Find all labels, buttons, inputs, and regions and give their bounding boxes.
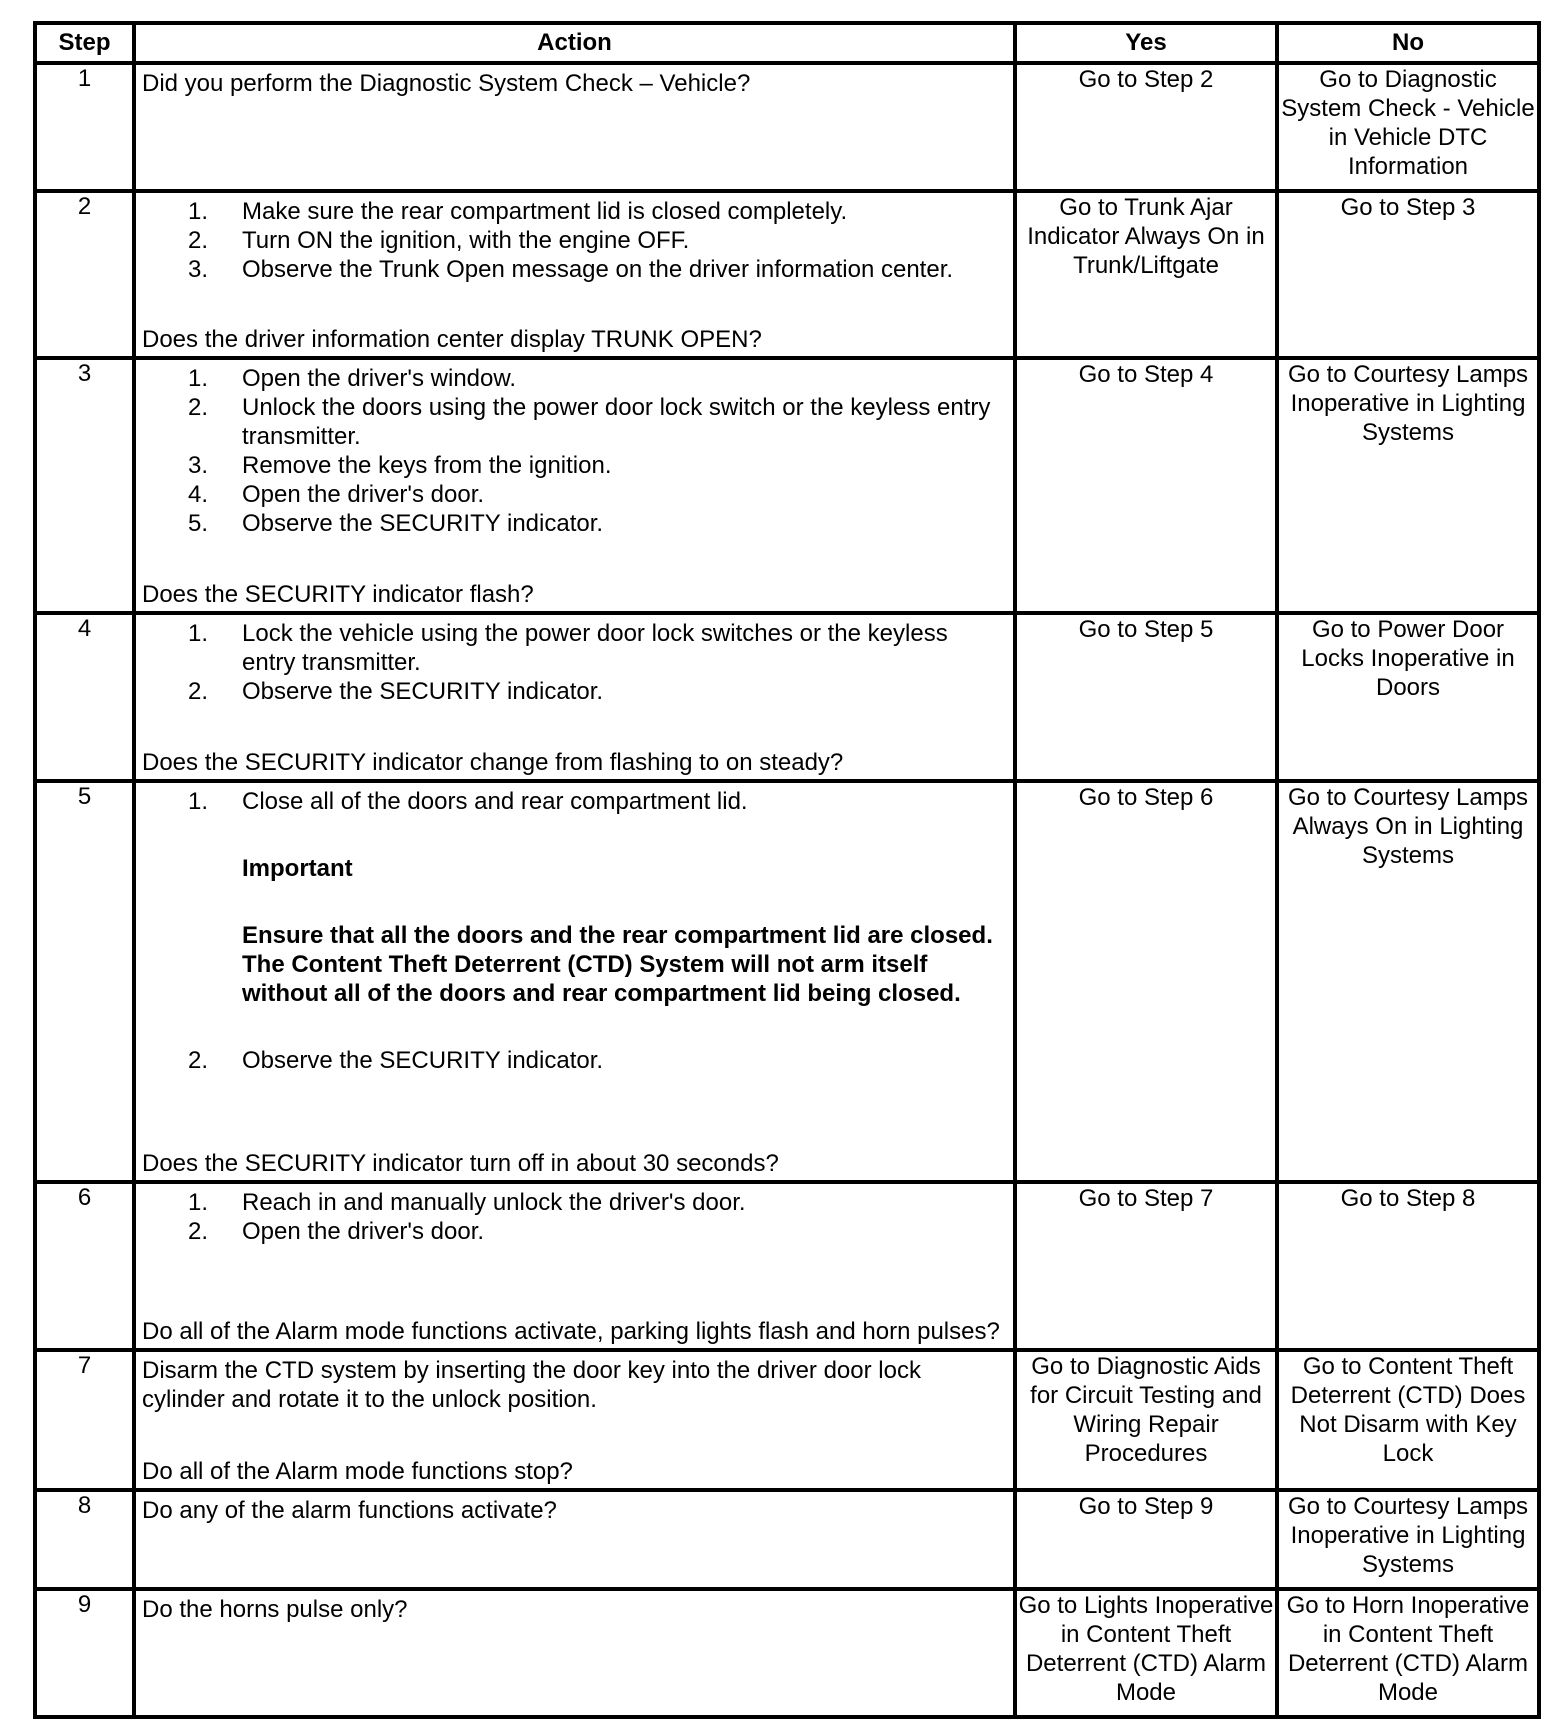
important-note: Ensure that all the doors and the rear compartment lid are closed. The Content Theft Deterrent (CTD) System will not arm itself without all of the doors and rear compartment lid being closed. (242, 922, 993, 1007)
header-step: Step (35, 23, 134, 63)
yes-cell: Go to Lights Inoperative in Content Theft Deterrent (CTD) Alarm Mode (1015, 1589, 1277, 1717)
yes-cell: Go to Step 4 (1015, 358, 1277, 613)
action-cell (134, 1182, 1015, 1350)
step-number: 3 (35, 358, 134, 613)
step-number: 9 (35, 1589, 134, 1717)
step-list (142, 364, 1005, 538)
table-row (35, 191, 1539, 358)
table-row (35, 1490, 1539, 1589)
table-row (35, 1182, 1539, 1350)
no-cell: Go to Courtesy Lamps Inoperative in Lighting Systems (1277, 1490, 1539, 1589)
question-text: Do all of the Alarm mode functions activate, parking lights flash and horn pulses? (142, 1318, 1000, 1345)
important-heading: Important (242, 855, 353, 882)
list-item: 5. Observe the SECURITY indicator. (187, 510, 604, 537)
header-no: No (1277, 23, 1539, 63)
action-text: Did you perform the Diagnostic System Check – Vehicle? (142, 70, 751, 97)
question-text: Do all of the Alarm mode functions stop? (142, 1458, 573, 1485)
table-row (35, 63, 1539, 191)
list-item: 1. Make sure the rear compartment lid is closed completely. (187, 198, 848, 225)
step-list (142, 787, 1005, 816)
list-item: 2. Turn ON the ignition, with the engine OFF. (187, 227, 690, 254)
step-number: 2 (35, 191, 134, 358)
table-row (35, 358, 1539, 613)
action-text: Do the horns pulse only? (142, 1596, 408, 1623)
yes-cell: Go to Trunk Ajar Indicator Always On in Trunk/Liftgate (1015, 191, 1277, 358)
step-list (142, 197, 1005, 284)
no-cell: Go to Content Theft Deterrent (CTD) Does Not Disarm with Key Lock (1277, 1350, 1539, 1490)
header-yes: Yes (1015, 23, 1277, 63)
action-text: Do any of the alarm functions activate? (142, 1497, 557, 1524)
table-row (35, 1350, 1539, 1490)
yes-cell: Go to Diagnostic Aids for Circuit Testing and Wiring Repair Procedures (1015, 1350, 1277, 1490)
list-item: 2. Observe the SECURITY indicator. (187, 678, 604, 705)
step-number: 5 (35, 781, 134, 1182)
list-item: 3. Observe the Trunk Open message on the driver information center. (187, 256, 954, 283)
step-number: 4 (35, 613, 134, 781)
list-item: 3. Remove the keys from the ignition. (187, 452, 612, 479)
action-text: Disarm the CTD system by inserting the door key into the driver door lock cylinder and rotate it to the unlock position. (142, 1357, 921, 1413)
step-list (142, 1046, 1005, 1075)
list-item: 1. Close all of the doors and rear compartment lid. (187, 788, 748, 815)
no-cell: Go to Diagnostic System Check - Vehicle in Vehicle DTC Information (1277, 63, 1539, 191)
question-text: Does the driver information center display TRUNK OPEN? (142, 326, 762, 353)
no-cell: Go to Power Door Locks Inoperative in Doors (1277, 613, 1539, 781)
question-text: Does the SECURITY indicator flash? (142, 581, 534, 608)
header-action: Action (134, 23, 1015, 63)
list-item: 1. Lock the vehicle using the power door lock switches or the keyless entry transmitter. (187, 620, 948, 676)
yes-cell: Go to Step 7 (1015, 1182, 1277, 1350)
no-cell: Go to Step 8 (1277, 1182, 1539, 1350)
action-cell (134, 1589, 1015, 1717)
action-cell (134, 781, 1015, 1182)
step-list (142, 1188, 1005, 1246)
no-cell: Go to Step 3 (1277, 191, 1539, 358)
table-row (35, 613, 1539, 781)
table-row (35, 1589, 1539, 1717)
step-number: 8 (35, 1490, 134, 1589)
step-number: 7 (35, 1350, 134, 1490)
no-cell: Go to Courtesy Lamps Inoperative in Lighting Systems (1277, 358, 1539, 613)
table-row (35, 781, 1539, 1182)
list-item: 2. Observe the SECURITY indicator. (187, 1047, 604, 1074)
action-cell (134, 1490, 1015, 1589)
action-cell (134, 613, 1015, 781)
yes-cell: Go to Step 9 (1015, 1490, 1277, 1589)
list-item: 1. Reach in and manually unlock the driver's door. (187, 1189, 746, 1216)
yes-cell: Go to Step 5 (1015, 613, 1277, 781)
question-text: Does the SECURITY indicator change from flashing to on steady? (142, 749, 844, 776)
step-list (142, 619, 1005, 706)
yes-cell: Go to Step 2 (1015, 63, 1277, 191)
action-cell (134, 63, 1015, 191)
diagnostic-table (33, 21, 1541, 1719)
list-item: 2. Unlock the doors using the power door lock switch or the keyless entry transmitter. (187, 394, 991, 450)
no-cell: Go to Courtesy Lamps Always On in Lighting Systems (1277, 781, 1539, 1182)
action-cell (134, 358, 1015, 613)
question-text: Does the SECURITY indicator turn off in about 30 seconds? (142, 1150, 779, 1177)
list-item: 2. Open the driver's door. (187, 1218, 485, 1245)
yes-cell: Go to Step 6 (1015, 781, 1277, 1182)
step-number: 6 (35, 1182, 134, 1350)
list-item: 1. Open the driver's window. (187, 365, 517, 392)
header-row (35, 23, 1539, 63)
action-cell (134, 1350, 1015, 1490)
no-cell: Go to Horn Inoperative in Content Theft Deterrent (CTD) Alarm Mode (1277, 1589, 1539, 1717)
action-cell (134, 191, 1015, 358)
list-item: 4. Open the driver's door. (187, 481, 485, 508)
step-number: 1 (35, 63, 134, 191)
